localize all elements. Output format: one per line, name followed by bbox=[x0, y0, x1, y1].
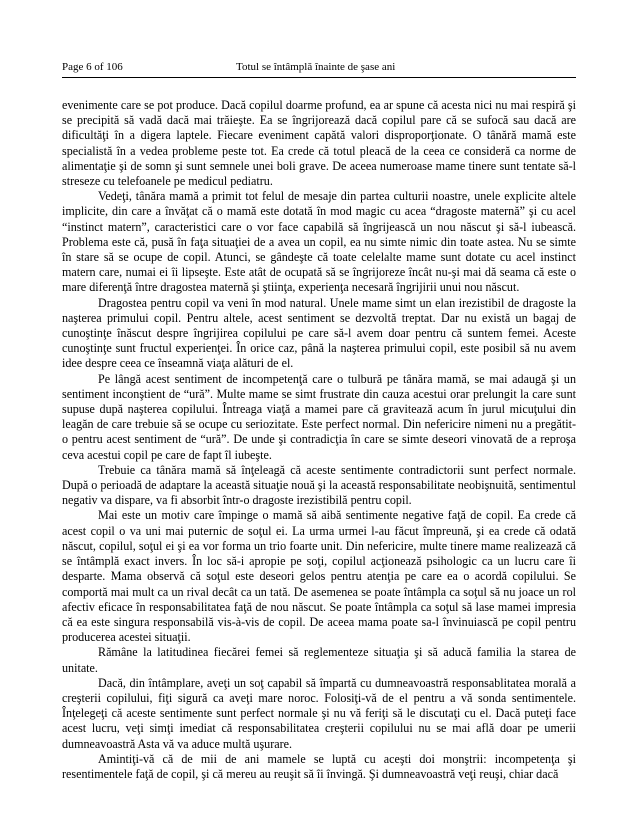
header-divider bbox=[62, 77, 576, 78]
paragraph: Trebuie ca tânăra mamă să înţeleagă că aceste sentimente contradictorii sunt perfect normale. După o perioadă de adaptare la această situaţie nouă şi la această responsabilitate neobişnuită, sentimentul negativ va dispare, va fi absorbit într-o dragoste irezistibilă pentru copil. bbox=[62, 462, 576, 508]
paragraph: Rămâne la latitudinea fiecărei femei să reglementeze situaţia şi să aducă familia la starea de unitate. bbox=[62, 645, 576, 675]
paragraph: Vedeţi, tânăra mamă a primit tot felul de mesaje din partea culturii noastre, unele explicite altele implicite, din care a învăţat că o mamă este dotată în mod magic cu acea “dragoste maternă” şi cu acel “instinct matern”, caracteristici care o vor face capabilă să îngrijească un nou născut şi să-l iubească. Problema este că, pusă în faţa situaţiei de a avea un copil, ea nu simte nimic din toate astea. Nu se simte în stare să se ocupe de copil. Atunci, se gândeşte că toate celelalte mame sunt dotate cu acel instinct matern care, numai ei îi lipseşte. Este atât de ocupată să se îngrijoreze încât nu-şi mai dă seama că este o mare diferenţă între dragostea maternă şi ştiinţa, experienţa necesară îngrijirii unui nou născut. bbox=[62, 189, 576, 295]
page-number: Page 6 of 106 bbox=[62, 61, 123, 73]
book-title: Totul se întâmplă înainte de şase ani bbox=[236, 61, 396, 73]
paragraph: Mai este un motiv care împinge o mamă să aibă sentimente negative faţă de copil. Ea crede că acest copil o va uni mai puternic de soţul ei. La urma urmei l-au făcut împreună, şi ea crede că odată născut, copilul, soţul ei şi ea vor forma un trio foarte unit. Din nefericire, multe tinere mame realizează că se întâmplă exact invers. În loc să-i apropie pe soţi, copilul acţionează psihologic ca un lucru care îi desparte. Mama observă că soţul este deseori gelos pentru atenţia pe care ea o acordă copilului. Se comportă mai mult ca un rival decât ca un tată. De asemenea se poate întâmpla ca soţul să nu joace un rol afectiv eficace în responsabilitatea faţă de nou născut. Se poate întâmpla ca soţul să lase mamei impresia că ea este singura responsabilă vis-à-vis de copil. De aceea mama poate sa-l învinuiască pe copil pentru producerea acestei situaţii. bbox=[62, 508, 576, 645]
paragraph: evenimente care se pot produce. Dacă copilul doarme profund, ea ar spune că acesta nici nu mai respiră şi se precipită să vadă dacă mai trăieşte. Ea se îngrijorează dacă copilul pare că se sufocă sau dacă are dificultăţi în a digera laptele. Fiecare eveniment capătă valori disproporţionate. O tânără mamă este specialistă în a vedea probleme peste tot. Ea crede că totul pleacă de la ceea ce consideră ca norme de alimentaţie şi de somn şi sunt semnele unei boli grave. De aceea numeroase mame tinere sunt tentate să-l streseze cu telefoanele pe medicul pediatru. bbox=[62, 98, 576, 189]
paragraph: Dacă, din întâmplare, aveţi un soţ capabil să împartă cu dumneavoastră responsablitatea morală a creşterii copilului, fiţi sigură ca aveţi mare noroc. Folosiţi-vă de el pentru a vă sonda sentimentele. Înţelegeţi că aceste sentimente sunt perfect normale şi nu vă feriţi să le discutaţi cu el. Dacă puteţi face acest lucru, veţi simţi imediat că responsabilitatea creşterii copilului nu se mai află doar pe umerii dumneavoastră Asta vă va aduce multă uşurare. bbox=[62, 675, 576, 751]
paragraph: Dragostea pentru copil va veni în mod natural. Unele mame simt un elan irezistibil de dragoste la naşterea primului copil. Pentru altele, acest sentiment se dezvoltă treptat. Dar nu există un bagaj de cunoştinţe înăscut despre îngrijirea copilului pe care să-l avem doar pentru că suntem femei. Aceste cunoştinţe sunt fructul experienţei. În orice caz, până la naşterea primului copil, este posibil să nu avem idee despre ceea ce înseamnă viaţa alături de el. bbox=[62, 295, 576, 371]
page-header bbox=[62, 60, 576, 76]
paragraph: Amintiţi-vă că de mii de ani mamele se luptă cu aceşti doi monştrii: incompetenţa şi resentimentele faţă de copil, şi că mereu au reuşit să îi învingă. Şi dumneavoastră veţi reuşi, chiar dacă bbox=[62, 751, 576, 781]
paragraph: Pe lângă acest sentiment de incompetenţă care o tulbură pe tânăra mamă, se mai adaugă şi un sentiment inconştient de “ură”. Multe mame se simt frustrate din cauza acestui orar prelungit la care sunt supuse după naşterea copilului. Întreaga viaţă a mamei pare că gravitează acum în jurul micuţului din leagăn de care trebuie să se ocupe cu seriozitate. Este perfect normal. Din nefericire nimeni nu a pregătit-o pentru acest sentiment de “ură”. De unde şi contradicţia în care se simte deseori vinovată de a reproşa ceva acestui copil pe care de fapt îl iubeşte. bbox=[62, 371, 576, 462]
body-text bbox=[62, 98, 576, 782]
